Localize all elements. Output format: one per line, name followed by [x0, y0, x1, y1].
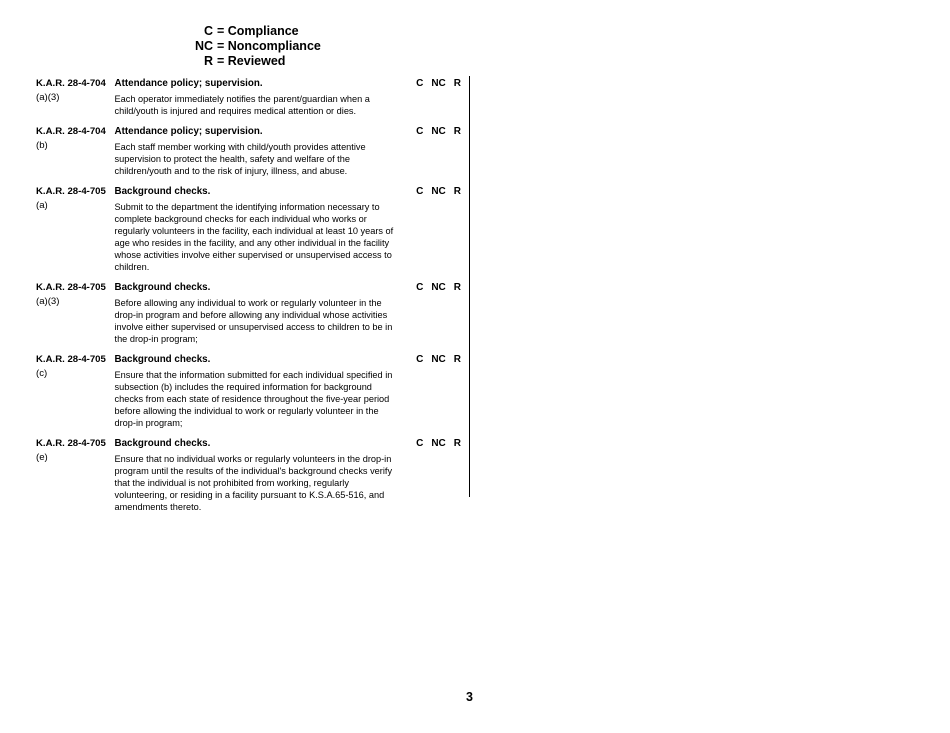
- rating-marks: [401, 281, 469, 345]
- subsection: (b): [36, 140, 48, 151]
- rule-item: [36, 77, 469, 117]
- rule-text: Before allowing any individual to work or regularly volunteer in the drop-in program and before allowing any individual whose activities involve either supervised or unsupervised access to children to be in the drop-in program;: [114, 298, 393, 344]
- legend-code: R: [203, 54, 213, 68]
- rule-title: Background checks.: [114, 186, 211, 197]
- right-border-line: [469, 76, 470, 497]
- regulation-code: K.A.R. 28-4-705: [36, 282, 106, 293]
- subsection: (a): [36, 200, 48, 211]
- rule-body: [115, 437, 402, 513]
- rule-body: [115, 125, 402, 177]
- rule-item: [36, 125, 469, 177]
- rule-reference: [36, 77, 115, 117]
- reviewed-mark: R: [453, 126, 461, 137]
- rule-reference: [36, 281, 115, 345]
- rating-marks: [401, 353, 469, 429]
- regulation-code: K.A.R. 28-4-705: [36, 354, 106, 365]
- reviewed-mark: R: [453, 354, 461, 365]
- legend-code: NC: [194, 39, 213, 53]
- rule-reference: [36, 125, 115, 177]
- regulation-code: K.A.R. 28-4-705: [36, 186, 106, 197]
- rule-body: [115, 77, 402, 117]
- compliance-mark: C: [416, 78, 424, 89]
- rule-title: Background checks.: [114, 438, 211, 449]
- noncompliance-mark: NC: [431, 126, 446, 137]
- legend-row: [170, 39, 340, 54]
- compliance-mark: C: [416, 438, 424, 449]
- rule-item: [36, 281, 469, 345]
- page-number: 3: [466, 690, 473, 704]
- subsection: (a)(3): [36, 296, 60, 307]
- noncompliance-mark: NC: [431, 354, 446, 365]
- compliance-mark: C: [416, 126, 424, 137]
- regulation-code: K.A.R. 28-4-705: [36, 438, 106, 449]
- rule-title: Attendance policy; supervision.: [114, 126, 263, 137]
- noncompliance-mark: NC: [431, 282, 446, 293]
- noncompliance-mark: NC: [431, 78, 446, 89]
- reviewed-mark: R: [453, 78, 461, 89]
- rule-text: Ensure that no individual works or regularly volunteers in the drop-in program until the results of the individual's background checks verify that the individual is not prohibited from working, regularly volunteering, or residing in a facility pursuant to K.S.A.65-516, and amendments thereto.: [114, 454, 393, 512]
- rating-marks: [401, 437, 469, 513]
- rating-marks: [401, 125, 469, 177]
- rule-text: Each staff member working with child/youth provides attentive supervision to protect the health, safety and welfare of the children/youth and to the risk of injury, illness, and abuse.: [114, 142, 366, 176]
- rule-item: [36, 185, 469, 273]
- rule-body: [115, 353, 402, 429]
- compliance-mark: C: [416, 354, 424, 365]
- rule-title: Background checks.: [114, 282, 211, 293]
- rule-title: Attendance policy; supervision.: [114, 78, 263, 89]
- rating-marks: [401, 185, 469, 273]
- legend-row: [170, 54, 340, 69]
- legend-code: C: [203, 24, 213, 38]
- rule-reference: [36, 185, 115, 273]
- rule-text: Submit to the department the identifying information necessary to complete background checks for each individual who works or regularly volunteers in the facility, each individual at least 10 years of age who resides in the facility, and any other individual in the facility whose activities involve either supervised or unsupervised access to children.: [114, 202, 394, 272]
- legend-text: = Compliance: [217, 24, 299, 38]
- rule-item: [36, 437, 469, 513]
- legend-text: = Noncompliance: [217, 39, 321, 53]
- rule-item: [36, 353, 469, 429]
- rule-reference: [36, 437, 115, 513]
- rule-body: [115, 185, 402, 273]
- noncompliance-mark: NC: [431, 438, 446, 449]
- rule-title: Background checks.: [114, 354, 211, 365]
- noncompliance-mark: NC: [431, 186, 446, 197]
- regulation-code: K.A.R. 28-4-704: [36, 78, 106, 89]
- legend: [170, 24, 340, 69]
- compliance-mark: C: [416, 186, 424, 197]
- compliance-mark: C: [416, 282, 424, 293]
- legend-text: = Reviewed: [217, 54, 286, 68]
- rule-text: Each operator immediately notifies the parent/guardian when a child/youth is injured and requires medical attention or dies.: [114, 94, 370, 116]
- reviewed-mark: R: [453, 282, 461, 293]
- reviewed-mark: R: [453, 438, 461, 449]
- rating-marks: [401, 77, 469, 117]
- rule-reference: [36, 353, 115, 429]
- legend-row: [170, 24, 340, 39]
- reviewed-mark: R: [453, 186, 461, 197]
- subsection: (c): [36, 368, 48, 379]
- subsection: (a)(3): [36, 92, 60, 103]
- rule-body: [115, 281, 402, 345]
- regulation-code: K.A.R. 28-4-704: [36, 126, 106, 137]
- rule-text: Ensure that the information submitted for each individual specified in subsection (b) includes the required information for background checks from each state of residence throughout the five-year period before allowing the individual to work or regularly volunteer in the drop-in program;: [114, 370, 393, 428]
- rules-list: [36, 77, 469, 521]
- subsection: (e): [36, 452, 48, 463]
